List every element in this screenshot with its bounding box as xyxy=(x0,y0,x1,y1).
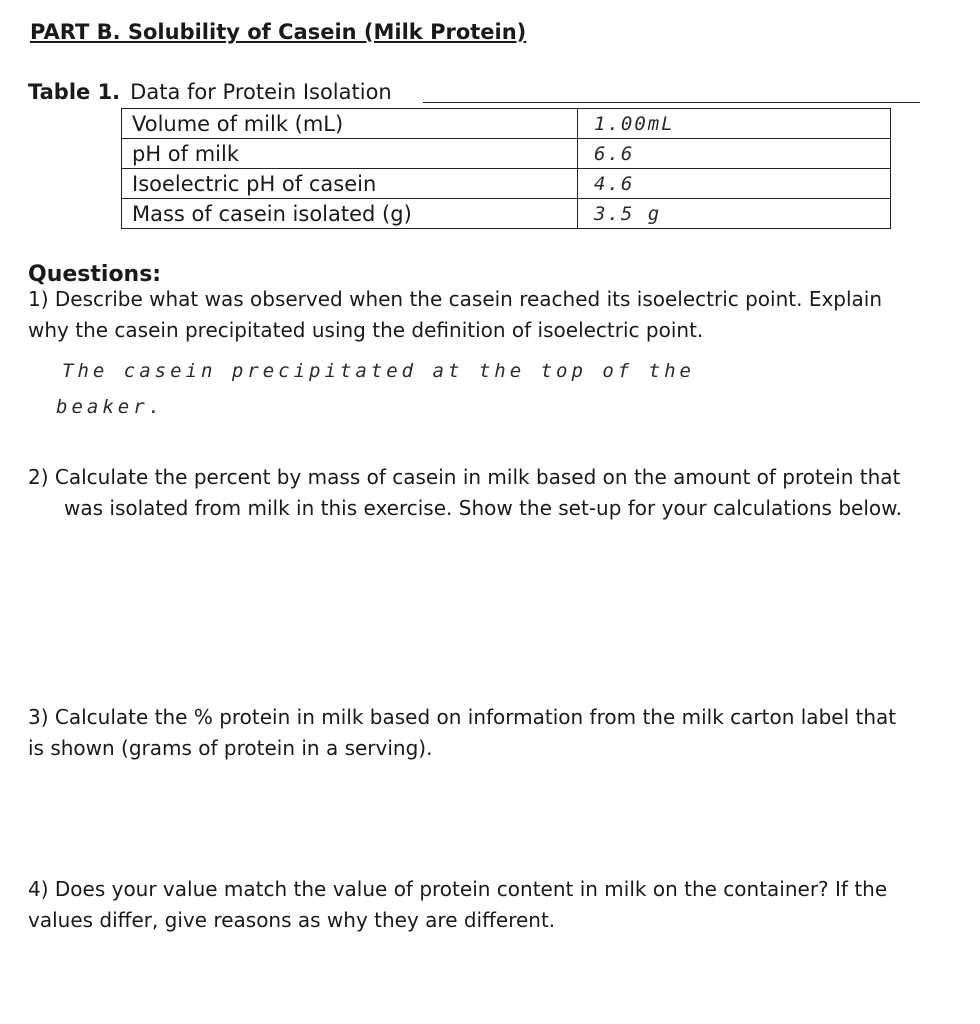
table-caption-rule xyxy=(423,102,920,103)
question-2-line-1: 2) Calculate the percent by mass of casein in milk based on the amount of protein that xyxy=(28,465,901,489)
question-2-line-2: was isolated from milk in this exercise. Show the set-up for your calculations below. xyxy=(64,496,902,520)
table-caption xyxy=(28,80,392,104)
question-1 xyxy=(28,284,882,346)
table-title: Data for Protein Isolation xyxy=(130,80,392,104)
question-2 xyxy=(28,462,902,524)
question-1-line-2: why the casein precipitated using the definition of isoelectric point. xyxy=(28,318,704,342)
table-row xyxy=(122,169,891,199)
question-4-line-2: values differ, give reasons as why they are different. xyxy=(28,908,556,932)
question-3-line-1: 3) Calculate the % protein in milk based on information from the milk carton label that xyxy=(28,705,897,729)
question-4-line-1: 4) Does your value match the value of protein content in milk on the container? If the xyxy=(28,877,888,901)
table-row xyxy=(122,109,891,139)
row-value-handwritten: 1.00mL xyxy=(578,109,891,139)
question-1-handwritten-answer-line-1: The casein precipitated at the top of the xyxy=(62,360,695,382)
question-1-line-1: 1) Describe what was observed when the casein reached its isoelectric point. Explain xyxy=(28,287,883,311)
row-value-handwritten: 6.6 xyxy=(578,139,891,169)
table-label: Table 1. xyxy=(28,80,121,104)
row-label: pH of milk xyxy=(122,139,578,169)
row-label: Isoelectric pH of casein xyxy=(122,169,578,199)
part-title: PART B. Solubility of Casein (Milk Protein) xyxy=(30,20,527,44)
row-value-handwritten: 3.5 g xyxy=(578,199,891,229)
question-4 xyxy=(28,874,887,936)
row-value-handwritten: 4.6 xyxy=(578,169,891,199)
table-row xyxy=(122,139,891,169)
question-3-line-2: is shown (grams of protein in a serving). xyxy=(28,736,433,760)
row-label: Volume of milk (mL) xyxy=(122,109,578,139)
questions-heading: Questions: xyxy=(28,262,162,287)
row-label: Mass of casein isolated (g) xyxy=(122,199,578,229)
question-1-handwritten-answer-line-2: beaker. xyxy=(56,396,165,418)
table-row xyxy=(122,199,891,229)
protein-data-table xyxy=(121,108,891,229)
question-3 xyxy=(28,702,896,764)
